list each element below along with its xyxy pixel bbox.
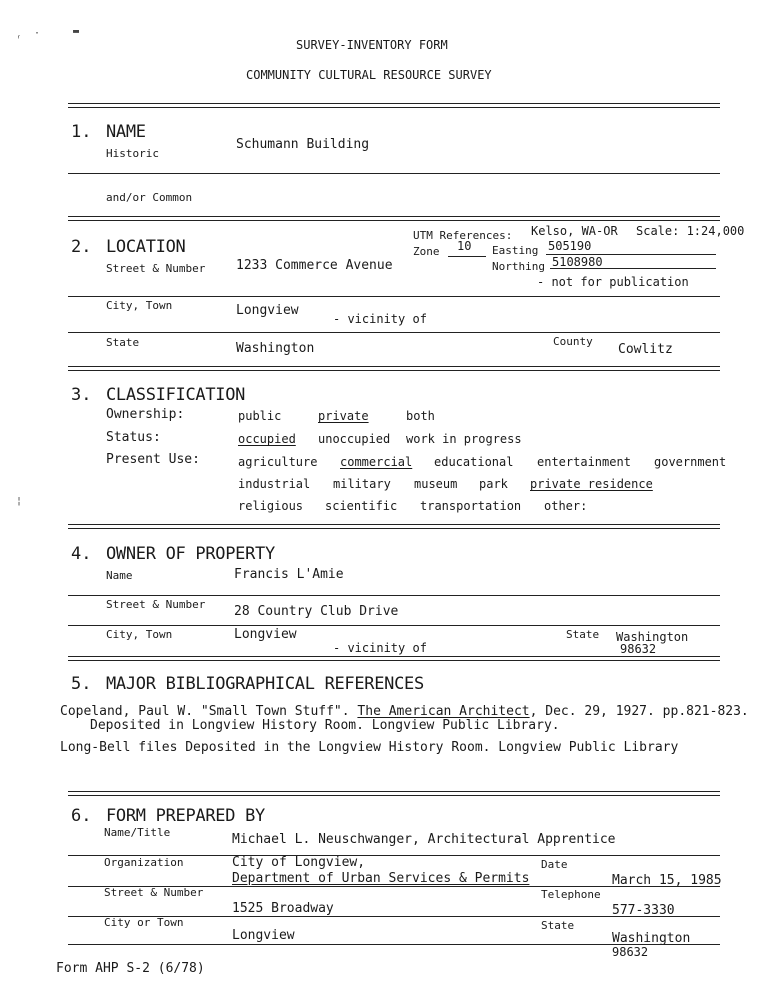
zone-value: 10 bbox=[457, 239, 472, 253]
preparer-city: Longview bbox=[232, 928, 295, 943]
divider bbox=[68, 595, 720, 596]
status-work-in-progress: work in progress bbox=[406, 432, 522, 446]
divider bbox=[68, 366, 720, 371]
use-government: government bbox=[654, 455, 727, 469]
scan-speck: ▬ bbox=[73, 26, 80, 37]
owner-city-label: City, Town bbox=[106, 628, 173, 641]
owner-street: 28 Country Club Drive bbox=[234, 604, 399, 619]
section-title-bibliography: MAJOR BIBLIOGRAPHICAL REFERENCES bbox=[106, 674, 424, 694]
divider bbox=[68, 216, 720, 221]
owner-state: Washington bbox=[616, 630, 689, 644]
divider bbox=[68, 791, 720, 796]
field-line bbox=[448, 256, 486, 257]
use-commercial-selected: commercial bbox=[340, 455, 413, 469]
divider bbox=[68, 173, 720, 174]
divider bbox=[68, 103, 720, 108]
form-subtitle: COMMUNITY CULTURAL RESOURCE SURVEY bbox=[246, 68, 492, 82]
use-religious: religious bbox=[238, 499, 304, 513]
use-other: other: bbox=[544, 499, 588, 513]
section-title-prepared-by: FORM PREPARED BY bbox=[106, 806, 265, 826]
section-number: 2. bbox=[71, 237, 92, 257]
form-title: SURVEY-INVENTORY FORM bbox=[296, 38, 448, 52]
use-educational: educational bbox=[434, 455, 514, 469]
divider bbox=[68, 296, 720, 297]
state-value: Washington bbox=[236, 341, 315, 356]
preparer-name-label: Name/Title bbox=[104, 826, 171, 839]
historic-name: Schumann Building bbox=[236, 137, 370, 152]
reference-1: Copeland, Paul W. "Small Town Stuff". The American Architect, Dec. 29, 1927. pp.821-823. bbox=[60, 704, 749, 719]
use-military: military bbox=[333, 477, 391, 491]
owner-name-label: Name bbox=[106, 569, 133, 582]
reference-2: Long-Bell files Deposited in the Longview History Room. Longview Public Library bbox=[60, 740, 679, 755]
northing-value: 5108980 bbox=[552, 255, 603, 269]
scan-speck: ʳ bbox=[16, 34, 23, 45]
use-private-residence: private residence bbox=[530, 477, 653, 491]
section-title-owner: OWNER OF PROPERTY bbox=[106, 544, 275, 564]
divider bbox=[68, 944, 720, 945]
street-value: 1233 Commerce Avenue bbox=[236, 258, 393, 273]
preparer-zip: 98632 bbox=[612, 945, 649, 959]
section-number: 5. bbox=[71, 674, 92, 694]
use-entertainment: entertainment bbox=[537, 455, 631, 469]
status-occupied-selected: occupied bbox=[238, 432, 296, 446]
utm-quad: Kelso, WA-OR bbox=[531, 224, 618, 238]
ownership-private-selected: private bbox=[318, 409, 369, 423]
reference-1-journal: The American Architect bbox=[357, 704, 530, 719]
telephone-label: Telephone bbox=[541, 888, 601, 901]
status-label: Status: bbox=[106, 430, 161, 445]
preparer-street: 1525 Broadway bbox=[232, 901, 334, 916]
state-label: State bbox=[106, 336, 140, 349]
divider bbox=[68, 656, 720, 661]
county-label: County bbox=[553, 335, 593, 348]
utm-label: UTM References: bbox=[413, 229, 513, 242]
telephone-value: 577-3330 bbox=[612, 903, 675, 918]
easting-label: Easting bbox=[492, 244, 539, 257]
divider bbox=[68, 625, 720, 626]
reference-1-location: Deposited in Longview History Room. Longview Public Library. bbox=[90, 718, 560, 733]
divider bbox=[68, 332, 720, 333]
divider bbox=[68, 524, 720, 529]
section-number: 1. bbox=[71, 122, 92, 142]
not-for-publication: - not for publication bbox=[537, 275, 689, 289]
preparer-state-label: State bbox=[541, 919, 575, 932]
status-unoccupied: unoccupied bbox=[318, 432, 391, 446]
owner-name: Francis L'Amie bbox=[234, 567, 344, 582]
utm-scale: Scale: 1:24,000 bbox=[636, 224, 745, 238]
scan-speck: ¦ bbox=[16, 496, 23, 507]
section-number: 6. bbox=[71, 806, 92, 826]
present-use-label: Present Use: bbox=[106, 452, 200, 467]
organization-line-2: Department of Urban Services & Permits bbox=[232, 871, 530, 886]
use-transportation: transportation bbox=[420, 499, 522, 513]
owner-vicinity: - vicinity of bbox=[333, 641, 427, 655]
owner-city: Longview bbox=[234, 627, 297, 642]
zone-label: Zone bbox=[413, 245, 440, 258]
date-label: Date bbox=[541, 858, 568, 871]
northing-label: Northing bbox=[492, 260, 545, 273]
organization-label: Organization bbox=[104, 856, 184, 869]
date-value: March 15, 1985 bbox=[612, 873, 722, 888]
street-label: Street & Number bbox=[106, 262, 206, 275]
field-line bbox=[550, 268, 716, 269]
owner-state-label: State bbox=[566, 628, 600, 641]
use-scientific: scientific bbox=[325, 499, 398, 513]
owner-zip: 98632 bbox=[620, 642, 657, 656]
city-value: Longview bbox=[236, 303, 299, 318]
preparer-street-label: Street & Number bbox=[104, 886, 204, 899]
preparer-state: Washington bbox=[612, 931, 691, 946]
ownership-public: public bbox=[238, 409, 282, 423]
use-agriculture: agriculture bbox=[238, 455, 318, 469]
section-number: 4. bbox=[71, 544, 92, 564]
owner-street-label: Street & Number bbox=[106, 598, 206, 611]
organization-line-1: City of Longview, bbox=[232, 855, 366, 870]
preparer-name: Michael L. Neuschwanger, Architectural Apprentice bbox=[232, 832, 616, 847]
scan-speck: · bbox=[34, 28, 41, 39]
use-industrial: industrial bbox=[238, 477, 311, 491]
preparer-city-label: City or Town bbox=[104, 916, 184, 929]
form-id: Form AHP S-2 (6/78) bbox=[56, 961, 205, 976]
county-value: Cowlitz bbox=[618, 342, 673, 357]
use-park: park bbox=[479, 477, 508, 491]
common-label: and/or Common bbox=[106, 191, 193, 204]
ownership-both: both bbox=[406, 409, 435, 423]
section-title-classification: CLASSIFICATION bbox=[106, 385, 246, 405]
vicinity-label: - vicinity of bbox=[333, 312, 427, 326]
ownership-label: Ownership: bbox=[106, 407, 185, 422]
section-title-location: LOCATION bbox=[106, 237, 186, 257]
easting-value: 505190 bbox=[548, 239, 592, 253]
city-label: City, Town bbox=[106, 299, 173, 312]
section-number: 3. bbox=[71, 385, 92, 405]
use-museum: museum bbox=[414, 477, 458, 491]
section-title-name: NAME bbox=[106, 122, 146, 142]
historic-label: Historic bbox=[106, 147, 159, 160]
